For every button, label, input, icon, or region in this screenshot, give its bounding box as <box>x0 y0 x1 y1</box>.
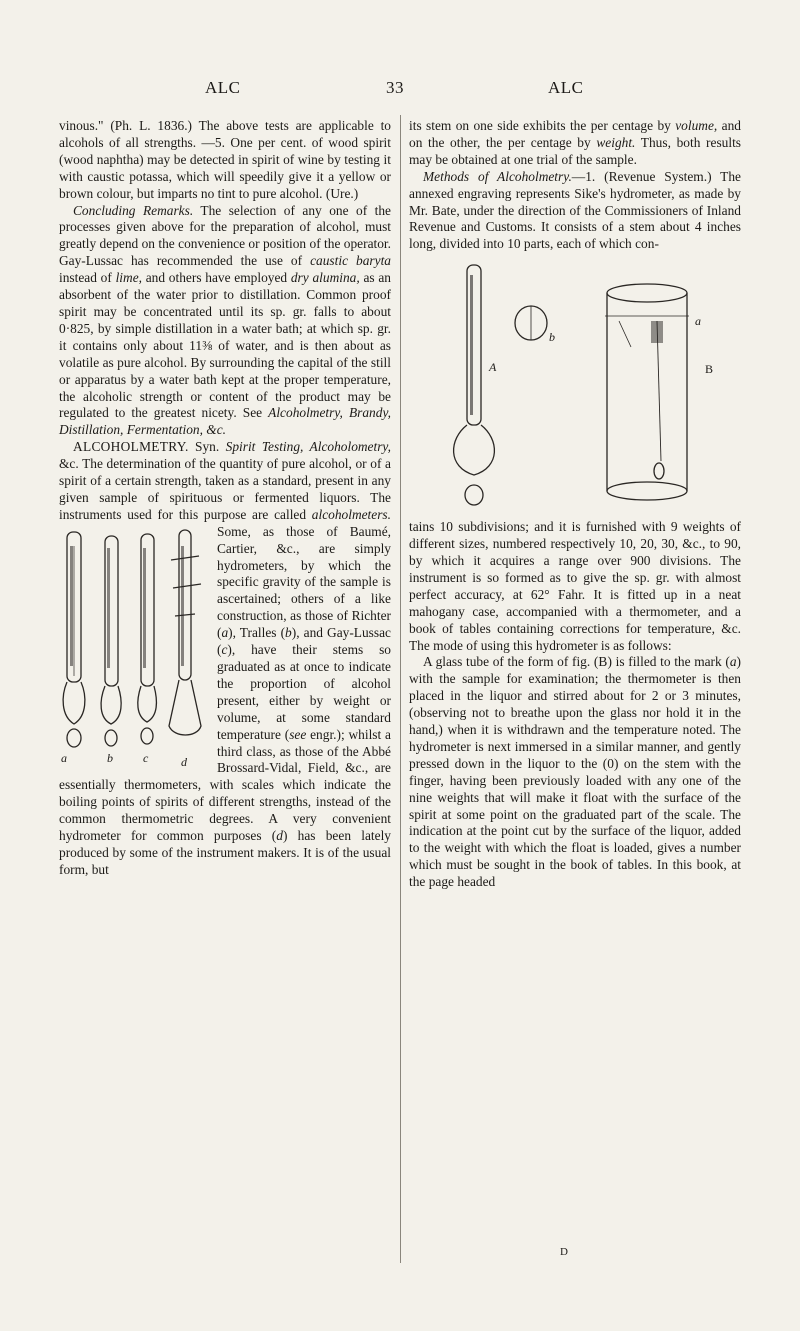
header-right: ALC <box>548 78 584 97</box>
column-rule <box>400 115 401 1263</box>
fig-label-b: b <box>107 750 113 765</box>
header-left: ALC <box>205 78 241 97</box>
fig-label-A: A <box>489 360 497 375</box>
fig-label-a-mark: a <box>695 314 701 329</box>
paragraph-methods: Methods of Alcoholmetry.—1. (Revenue System.) The annexed engraving represents Sike's hydrometer, as made by Mr. Bate, under the direction of the Commissioners of Inland Revenue and Customs. It consists of a stem about 4 inches long, divided into 10 parts, each of which con- <box>409 168 741 252</box>
right-column <box>409 118 741 891</box>
running-header <box>0 78 800 104</box>
fig-label-B-tube: B <box>705 362 714 377</box>
signature-mark: D <box>560 1246 568 1258</box>
fig-label-a: a <box>61 750 67 765</box>
concluding-remarks-heading: Concluding Remarks. <box>73 202 194 218</box>
paragraph-concluding-remarks: Concluding Remarks. The selection of any one of the processes given above for the preparation of alcohol, must greatly depend on the convenience or position of the operator. Gay-Lussac has recommended the use of caustic baryta instead of lime, and others have employed dry alumina, as an absorbent of the water prior to distillation. Common proof spirit may be concentrated until its sp. gr. falls to about 0·825, by simple distillation in a water bath; at which sp. gr. it contains only about 11⅜ of water, and is then about as volatile as pure alcohol. By surrounding the capital of the still or apparatus by a water bath kept at the proper temperature, the alcoholic strength or content of the product may be regulated to the greatest nicety. See Alcoholmetry, Brandy, Distillation, Fermentation, &c. <box>59 202 391 438</box>
left-column <box>59 118 391 879</box>
fig-label-b-weight: b <box>549 330 555 345</box>
alcoholmeters-figure <box>59 526 209 768</box>
paragraph-glass-tube: A glass tube of the form of fig. (B) is filled to the mark (a) with the sample for examination; the thermometer is then placed in the liquor and stirred about for 2 or 3 minutes, (observing not to breathe upon the glass nor hold it in the hand,) when it is withdrawn and the temperature noted. The hydrometer is next immersed in a similar manner, and gently pressed down in the liquor to the (0) on the stem with the finger, having been previously loaded with any one of the nine weights that will make it float with the surface of the spirit at some point on the graduated part of the scale. The indication at the point cut by the surface of the liquor, added to the weight with which the float is loaded, gives a number which must be sought in the book of tables. In this book, at the page headed <box>409 654 741 890</box>
fig-label-d: d <box>181 754 187 768</box>
alcoholmetry-entry: ALCOHOLMETRY. Syn. Spirit Testing, Alcoholometry, &c. The determination of the quantity of pure alcohol, or of a spirit of a certain strength, taken as a standard, present in any given sample of spirituous or fermented liquors. The instruments used for this purpose are called a b c d alcoholmeters. Some, as those of Baumé, Cartier, &c., are simply hydrometers, by which the specific gravity of the sample is ascertained; others of a like construction, as those of Richter (a), Tralles (b), and Gay-Lussac (c), have their stems so graduated as at once to indicate the proportion of alcohol present, either by weight or volume, at some standard temperature (see engr.); whilst a third class, as those of the Abbé Brossard-Vidal, Field, &c., are essentially thermometers, with scales which indicate the boiling points of spirits of different strengths, instead of the common thermometric degrees. A very convenient hydrometer for common purposes (d) has been lately produced by some of the instrument makers. It is of the usual form, but <box>59 439 391 877</box>
fig-label-c: c <box>143 750 149 765</box>
sikes-hydrometer-figure <box>409 261 741 508</box>
page-number: 33 <box>386 78 404 97</box>
entry-title: ALCOHOLMETRY. <box>73 439 189 455</box>
paragraph-tests: vinous." (Ph. L. 1836.) The above tests are applicable to alcohols of all strengths. —5. One per cent. of wood spirit (wood naphtha) may be detected in spirit of wine by testing it with caustic potassa, which will speedily give it a yellow or brown colour, but imparts no tint to pure alcohol. (Ure.) <box>59 118 391 201</box>
methods-heading: Methods of Alcoholmetry. <box>423 168 572 184</box>
paragraph-stem: its stem on one side exhibits the per centage by volume, and on the other, the per centage by weight. Thus, both results may be obtained at one trial of the sample. <box>409 118 741 167</box>
paragraph-subdivisions: tains 10 subdivisions; and it is furnished with 9 weights of different sizes, numbered respectively 10, 20, 30, &c., to 90, by which it acquires a range over 900 divisions. The instrument is so formed as to give the sp. gr. with almost perfect accuracy, at 62° Fahr. It is fitted up in a neat mahogany case, accompanied with a thermometer, and a book of tables containing corrections for temperature, &c. The mode of using this hydrometer is as follows: <box>409 519 741 653</box>
